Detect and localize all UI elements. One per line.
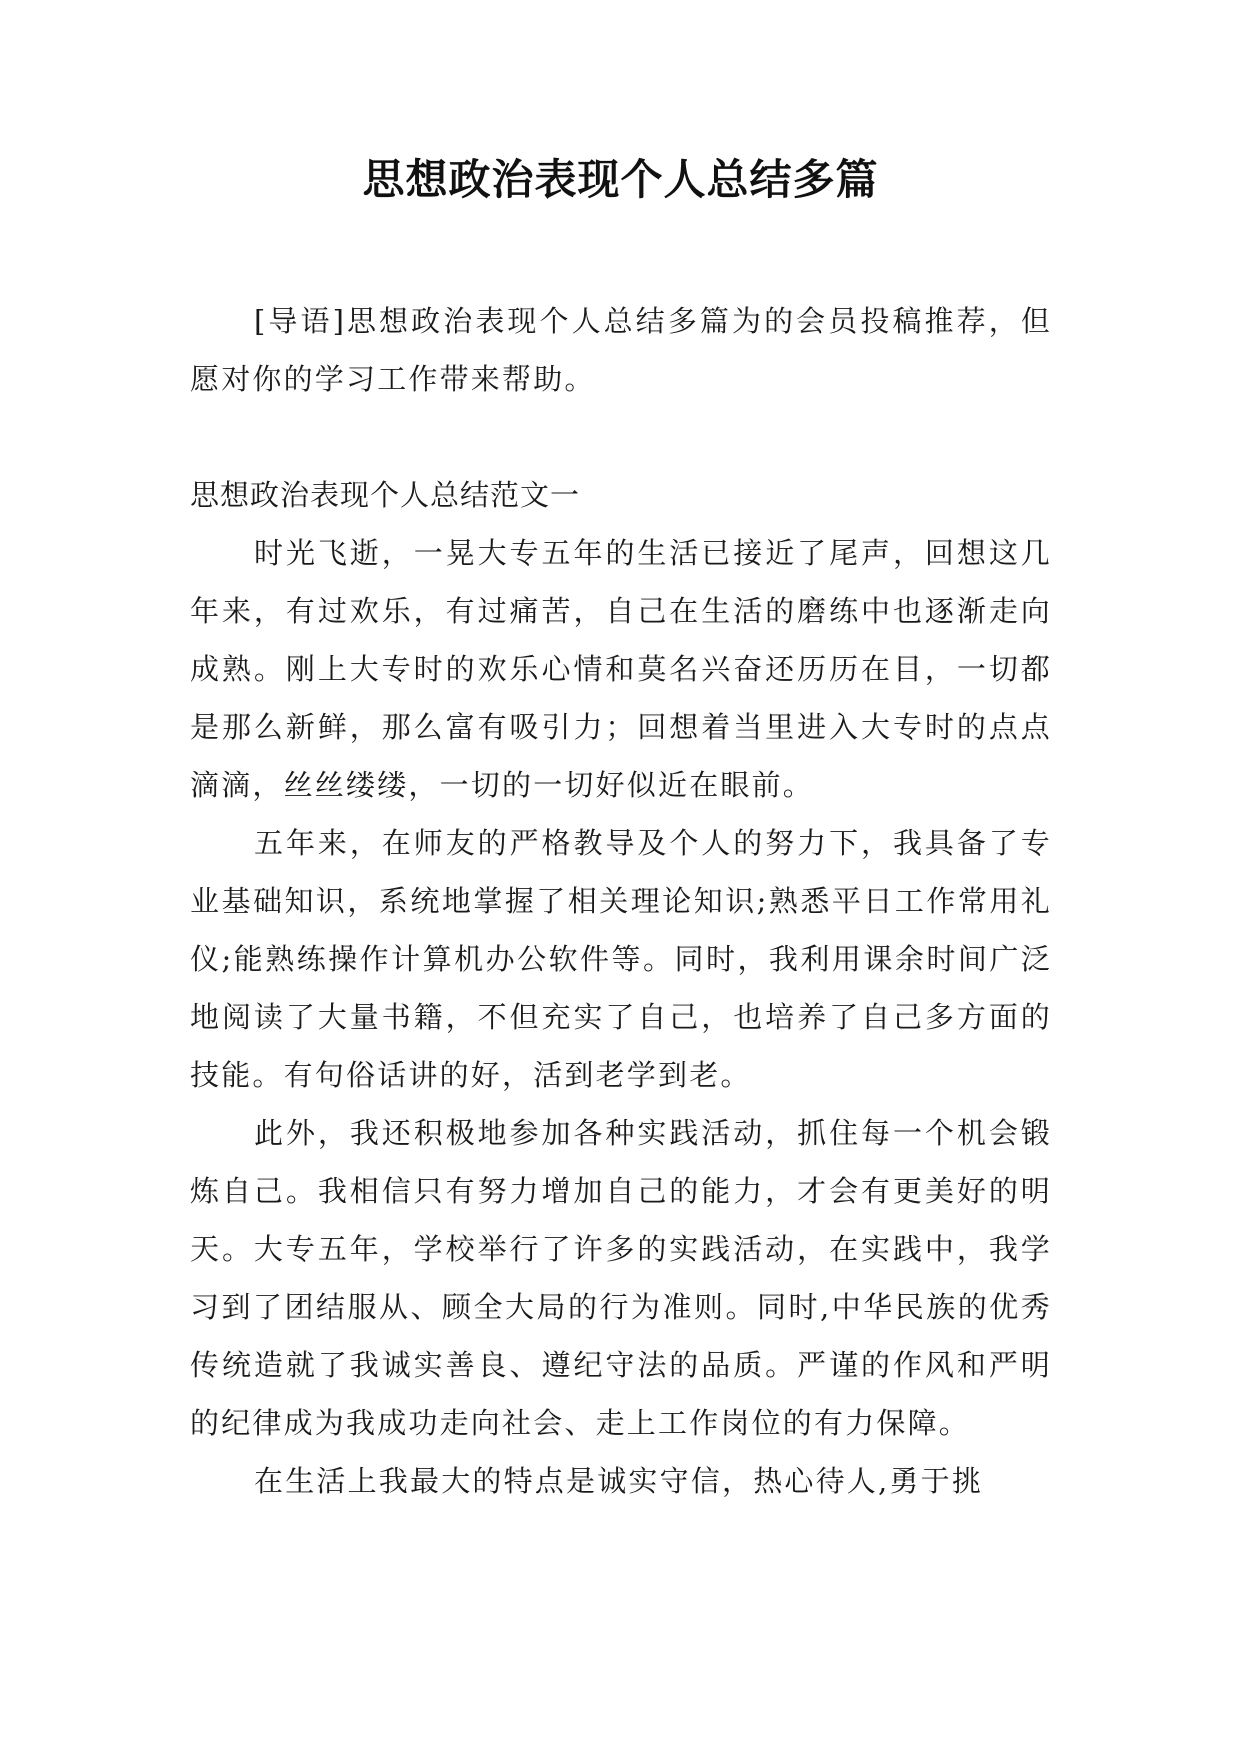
body-paragraph: 此外，我还积极地参加各种实践活动，抓住每一个机会锻炼自己。我相信只有努力增加自己的能力，才会有更美好的明天。大专五年，学校举行了许多的实践活动，在实践中，我学习到了团结服从、顾全大局的行为准则。同时,中华民族的优秀传统造就了我诚实善良、遵纪守法的品质。严谨的作风和严明的纪律成为我成功走向社会、走上工作岗位的有力保障。 [190,1116,1052,1440]
body-paragraph: 时光飞逝，一晃大专五年的生活已接近了尾声，回想这几年来，有过欢乐，有过痛苦，自己在生活的磨练中也逐渐走向成熟。刚上大专时的欢乐心情和莫名兴奋还历历在目，一切都是那么新鲜，那么富有吸引力；回想着当里进入大专时的点点滴滴，丝丝缕缕，一切的一切好似近在眼前。 [190,536,1052,802]
intro-paragraph: [导语]思想政治表现个人总结多篇为的会员投稿推荐，但愿对你的学习工作带来帮助。 [190,304,1052,396]
body-paragraph: 在生活上我最大的特点是诚实守信，热心待人,勇于挑 [254,1464,984,1498]
section-heading: 思想政治表现个人总结范文一 [190,478,581,512]
document-title: 思想政治表现个人总结多篇 [362,155,879,204]
body-paragraph: 五年来，在师友的严格教导及个人的努力下，我具备了专业基础知识，系统地掌握了相关理论知识;熟悉平日工作常用礼仪;能熟练操作计算机办公软件等。同时，我利用课余时间广泛地阅读了大量书籍，不但充实了自己，也培养了自己多方面的技能。有句俗话讲的好，活到老学到老。 [190,826,1052,1092]
document-body [190,292,1052,1510]
